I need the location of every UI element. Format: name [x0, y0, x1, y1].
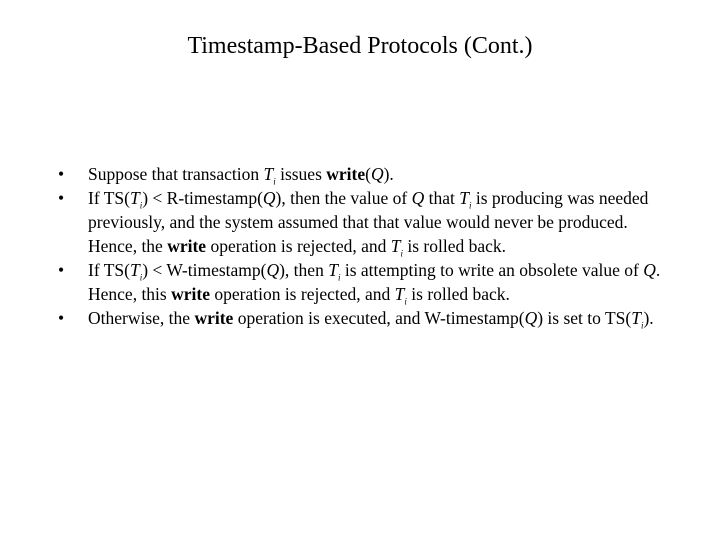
bullet-dot-icon: • [58, 308, 65, 328]
bullet-item [54, 162, 674, 186]
text: ) < W-timestamp( [142, 260, 267, 280]
slide-title: Timestamp-Based Protocols (Cont.) [187, 33, 533, 59]
text: ( [365, 164, 371, 184]
subscript: i [640, 320, 644, 331]
data-item-var: Q [262, 188, 276, 208]
text: ) is set to TS( [537, 308, 632, 328]
data-item-var: Q [643, 260, 656, 280]
text: operation is rejected, and [209, 284, 395, 304]
text: If TS( [88, 260, 130, 280]
subscript: i [400, 248, 403, 259]
transaction-var: T [328, 260, 338, 280]
text: ) < R-timestamp( [142, 188, 263, 208]
subscript: i [139, 200, 143, 211]
text: operation is rejected, and [206, 236, 391, 256]
keyword-write: write [194, 308, 234, 328]
text: operation is executed, and W-timestamp( [233, 308, 525, 328]
keyword-write: write [171, 284, 210, 304]
bullet-dot-icon: • [58, 188, 65, 208]
data-item-var: Q [370, 164, 384, 184]
text: ), then the value of [275, 188, 412, 208]
bullet-item [54, 258, 674, 306]
bullet-item [54, 186, 674, 258]
subscript: i [404, 296, 407, 307]
text: . Hence, this [88, 260, 661, 304]
transaction-var: T [129, 188, 140, 208]
data-item-var: Q [524, 308, 538, 328]
transaction-var: T [394, 284, 405, 304]
subscript: i [273, 176, 276, 187]
transaction-var: T [129, 260, 140, 280]
subscript: i [468, 200, 472, 211]
bullet-dot-icon: • [58, 260, 65, 280]
keyword-write: write [167, 236, 207, 256]
text: ). [383, 164, 394, 184]
text: is attempting to write an obsolete value of [340, 260, 644, 280]
data-item-var: Q [411, 188, 425, 208]
text: issues [275, 164, 327, 184]
transaction-var: T [631, 308, 641, 328]
keyword-write: write [326, 164, 366, 184]
bullet-list [54, 162, 674, 330]
text: Otherwise, the [88, 308, 195, 328]
text: is rolled back. [406, 284, 510, 304]
text: Suppose that transaction [88, 164, 264, 184]
bullet-dot-icon: • [58, 164, 65, 184]
text: ), then [279, 260, 329, 280]
text: If TS( [88, 188, 130, 208]
text: that [424, 188, 460, 208]
transaction-var: T [263, 164, 274, 184]
subscript: i [337, 272, 341, 283]
text: is rolled back. [402, 236, 507, 256]
transaction-var: T [459, 188, 469, 208]
transaction-var: T [390, 236, 401, 256]
subscript: i [139, 272, 143, 283]
bullet-item [54, 306, 674, 330]
text: is producing was needed previously, and the system assumed that that value would never be produced. Hence, the [88, 188, 649, 256]
text: ). [643, 308, 654, 328]
data-item-var: Q [266, 260, 280, 280]
